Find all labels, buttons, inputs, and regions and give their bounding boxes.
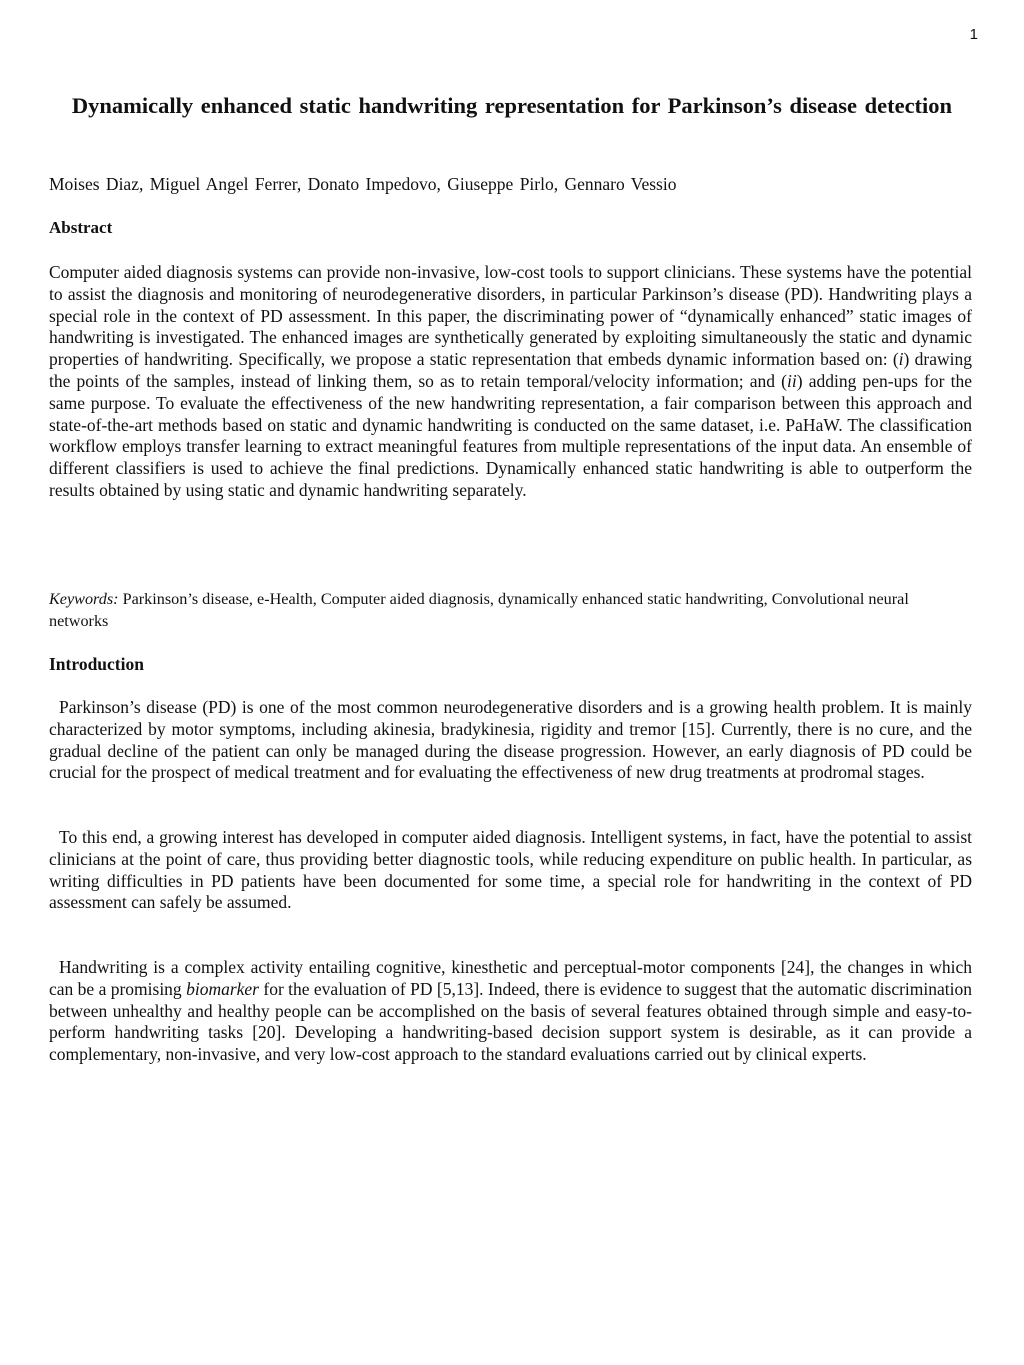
paper-title: Dynamically enhanced static handwriting representation for Parkinson’s disease detection (71, 93, 953, 118)
abstract-text-part2: ) drawing the points of the samples, instead of linking them, so as to retain temporal/velocity information; and ( (49, 349, 972, 391)
abstract-heading: Abstract (49, 218, 113, 237)
intro-paragraph-1 (49, 697, 972, 784)
abstract-roman-ii: ii (787, 370, 797, 391)
intro-paragraph-3 (49, 957, 972, 1066)
abstract-roman-i: i (898, 349, 904, 370)
intro-paragraph-2 (49, 827, 972, 914)
intro-paragraph-1-text: Parkinson’s disease (PD) is one of the most common neurodegenerative disorders and is a growing health problem. It is mainly characterized by motor symptoms, including akinesia, bradykinesia, rigidity and tremor [15]. Currently, there is no cure, and the gradual decline of the patient can only be managed during the disease progression. However, an early diagnosis of PD could be crucial for the prospect of medical treatment and for evaluating the effectiveness of new drug treatments at prodromal stages. (49, 697, 972, 783)
keywords-text: Parkinson’s disease, e-Health, Computer aided diagnosis, dynamically enhanced static handwriting, Convolutional neural networks (49, 590, 909, 630)
intro-paragraph-3-part2: for the evaluation of PD [5,13]. Indeed, there is evidence to suggest that the automatic discrimination between unhealthy and healthy people can be accomplished on the basis of several features obtained through simple and easy-to-perform handwriting tasks [20]. Developing a handwriting-based decision support system is desirable, as it can provide a complementary, non-invasive, and very low-cost approach to the standard evaluations carried out by clinical experts. (49, 978, 973, 1065)
intro-paragraph-2-text: To this end, a growing interest has developed in computer aided diagnosis. Intelligent systems, in fact, have the potential to assist clinicians at the point of care, thus providing better diagnostic tools, while reducing expenditure on public health. In particular, as writing difficulties in PD patients have been documented for some time, a special role for handwriting in the context of PD assessment can safely be assumed. (49, 827, 972, 913)
page-number: 1 (969, 26, 978, 43)
keywords (49, 589, 949, 632)
abstract-text (49, 262, 972, 502)
introduction-heading: Introduction (49, 654, 144, 674)
intro-paragraph-3-part1: Handwriting is a complex activity entailing cognitive, kinesthetic and perceptual-motor components [24], the changes in which can be a promising (49, 957, 972, 999)
keywords-label: Keywords: (49, 590, 119, 608)
abstract-text-part1: Computer aided diagnosis systems can provide non-invasive, low-cost tools to support clinicians. These systems have the potential to assist the diagnosis and monitoring of neurodegenerative disorders, in particular Parkinson’s disease (PD). Handwriting plays a special role in the context of PD assessment. In this paper, the discriminating power of “dynamically enhanced” static images of handwriting is investigated. The enhanced images are synthetically generated by exploiting simultaneously the static and dynamic properties of handwriting. Specifically, we propose a static representation that embeds dynamic information based on: ( (49, 262, 972, 370)
author-list: Moises Diaz, Miguel Angel Ferrer, Donato Impedovo, Giuseppe Pirlo, Gennaro Vessio (49, 174, 677, 194)
abstract-text-part3: ) adding pen-ups for the same purpose. To evaluate the effectiveness of the new handwriting representation, a fair comparison between this approach and state-of-the-art methods based on static and dynamic handwriting is conducted on the same dataset, i.e. PaHaW. The classification workflow employs transfer learning to extract meaningful features from multiple representations of the input data. An ensemble of different classifiers is used to achieve the final predictions. Dynamically enhanced static handwriting is able to outperform the results obtained by using static and dynamic handwriting separately. (49, 370, 972, 500)
intro-biomarker: biomarker (186, 978, 259, 999)
